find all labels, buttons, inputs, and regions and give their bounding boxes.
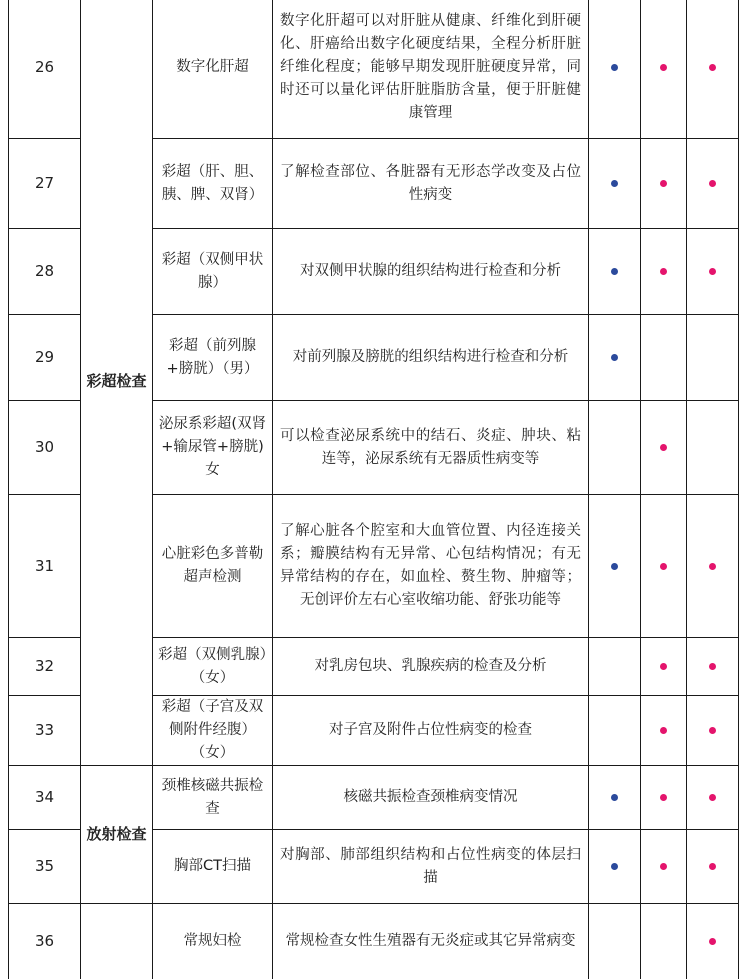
item-description: 常规检查女性生殖器有无炎症或其它异常病变 bbox=[273, 904, 589, 979]
dot-marker bbox=[611, 180, 618, 187]
item-description: 了解检查部位、各脏器有无形态学改变及占位性病变 bbox=[273, 139, 589, 229]
mark-cell bbox=[687, 139, 739, 229]
mark-cell bbox=[589, 638, 641, 696]
item-name: 彩超（双侧乳腺）（女） bbox=[153, 638, 273, 696]
dot-marker bbox=[709, 563, 716, 570]
item-name: 泌尿系彩超(双肾+输尿管+膀胱)女 bbox=[153, 401, 273, 495]
mark-cell bbox=[687, 766, 739, 830]
dot-marker bbox=[611, 563, 618, 570]
category-cell bbox=[81, 904, 153, 979]
dot-marker bbox=[611, 64, 618, 71]
dot-marker bbox=[660, 863, 667, 870]
item-description: 对前列腺及膀胱的组织结构进行检查和分析 bbox=[273, 315, 589, 401]
item-description: 对乳房包块、乳腺疾病的检查及分析 bbox=[273, 638, 589, 696]
dot-marker bbox=[660, 180, 667, 187]
item-description: 对胸部、肺部组织结构和占位性病变的体层扫描 bbox=[273, 830, 589, 904]
dot-marker bbox=[660, 663, 667, 670]
mark-cell bbox=[641, 139, 687, 229]
dot-marker bbox=[709, 794, 716, 801]
dot-marker bbox=[611, 794, 618, 801]
row-number: 36 bbox=[9, 904, 81, 979]
mark-cell bbox=[687, 830, 739, 904]
row-number: 27 bbox=[9, 139, 81, 229]
mark-cell bbox=[687, 315, 739, 401]
dot-marker bbox=[709, 180, 716, 187]
table-row bbox=[9, 904, 739, 979]
item-name: 数字化肝超 bbox=[153, 0, 273, 139]
mark-cell bbox=[641, 315, 687, 401]
mark-cell bbox=[641, 0, 687, 139]
dot-marker bbox=[660, 268, 667, 275]
item-description: 数字化肝超可以对肝脏从健康、纤维化到肝硬化、肝癌给出数字化硬度结果，全程分析肝脏纤维化程度；能够早期发现肝脏硬度异常，同时还可以量化评估肝脏脂肪含量，便于肝脏健康管理 bbox=[273, 0, 589, 139]
dot-marker bbox=[709, 268, 716, 275]
row-number: 31 bbox=[9, 495, 81, 638]
item-name: 彩超（肝、胆、胰、脾、双肾） bbox=[153, 139, 273, 229]
row-number: 34 bbox=[9, 766, 81, 830]
item-name: 彩超（前列腺+膀胱）（男） bbox=[153, 315, 273, 401]
item-description: 了解心脏各个腔室和大血管位置、内径连接关系；瓣膜结构有无异常、心包结构情况；有无异常结构的存在，如血栓、赘生物、肿瘤等；无创评价左右心室收缩功能、舒张功能等 bbox=[273, 495, 589, 638]
mark-cell bbox=[589, 904, 641, 979]
mark-cell bbox=[641, 401, 687, 495]
mark-cell bbox=[641, 904, 687, 979]
mark-cell bbox=[589, 229, 641, 315]
row-number: 29 bbox=[9, 315, 81, 401]
item-name: 心脏彩色多普勒超声检测 bbox=[153, 495, 273, 638]
mark-cell bbox=[589, 315, 641, 401]
mark-cell bbox=[589, 139, 641, 229]
dot-marker bbox=[660, 563, 667, 570]
mark-cell bbox=[641, 638, 687, 696]
item-name: 常规妇检 bbox=[153, 904, 273, 979]
mark-cell bbox=[641, 229, 687, 315]
dot-marker bbox=[709, 64, 716, 71]
mark-cell bbox=[589, 830, 641, 904]
mark-cell bbox=[589, 401, 641, 495]
item-name: 彩超（子宫及双侧附件经腹）（女） bbox=[153, 696, 273, 766]
item-description: 对子宫及附件占位性病变的检查 bbox=[273, 696, 589, 766]
mark-cell bbox=[687, 696, 739, 766]
mark-cell bbox=[589, 0, 641, 139]
mark-cell bbox=[687, 229, 739, 315]
row-number: 33 bbox=[9, 696, 81, 766]
mark-cell bbox=[641, 696, 687, 766]
dot-marker bbox=[709, 863, 716, 870]
dot-marker bbox=[709, 663, 716, 670]
category-cell: 彩超检查 bbox=[81, 0, 153, 766]
row-number: 30 bbox=[9, 401, 81, 495]
row-number: 32 bbox=[9, 638, 81, 696]
table-row bbox=[9, 0, 739, 139]
dot-marker bbox=[709, 938, 716, 945]
dot-marker bbox=[660, 64, 667, 71]
item-description: 核磁共振检查颈椎病变情况 bbox=[273, 766, 589, 830]
dot-marker bbox=[611, 268, 618, 275]
mark-cell bbox=[641, 495, 687, 638]
dot-marker bbox=[611, 863, 618, 870]
item-description: 可以检查泌尿系统中的结石、炎症、肿块、粘连等，泌尿系统有无器质性病变等 bbox=[273, 401, 589, 495]
dot-marker bbox=[709, 727, 716, 734]
item-name: 彩超（双侧甲状腺） bbox=[153, 229, 273, 315]
row-number: 28 bbox=[9, 229, 81, 315]
mark-cell bbox=[589, 766, 641, 830]
table-row bbox=[9, 766, 739, 830]
exam-items-table bbox=[8, 0, 739, 979]
mark-cell bbox=[641, 766, 687, 830]
dot-marker bbox=[660, 727, 667, 734]
mark-cell bbox=[641, 830, 687, 904]
mark-cell bbox=[589, 696, 641, 766]
item-name: 胸部CT扫描 bbox=[153, 830, 273, 904]
row-number: 35 bbox=[9, 830, 81, 904]
mark-cell bbox=[687, 495, 739, 638]
mark-cell bbox=[687, 638, 739, 696]
mark-cell bbox=[687, 904, 739, 979]
dot-marker bbox=[611, 354, 618, 361]
row-number: 26 bbox=[9, 0, 81, 139]
mark-cell bbox=[687, 0, 739, 139]
mark-cell bbox=[589, 495, 641, 638]
item-description: 对双侧甲状腺的组织结构进行检查和分析 bbox=[273, 229, 589, 315]
mark-cell bbox=[687, 401, 739, 495]
item-name: 颈椎核磁共振检查 bbox=[153, 766, 273, 830]
dot-marker bbox=[660, 794, 667, 801]
category-cell: 放射检查 bbox=[81, 766, 153, 904]
dot-marker bbox=[660, 444, 667, 451]
